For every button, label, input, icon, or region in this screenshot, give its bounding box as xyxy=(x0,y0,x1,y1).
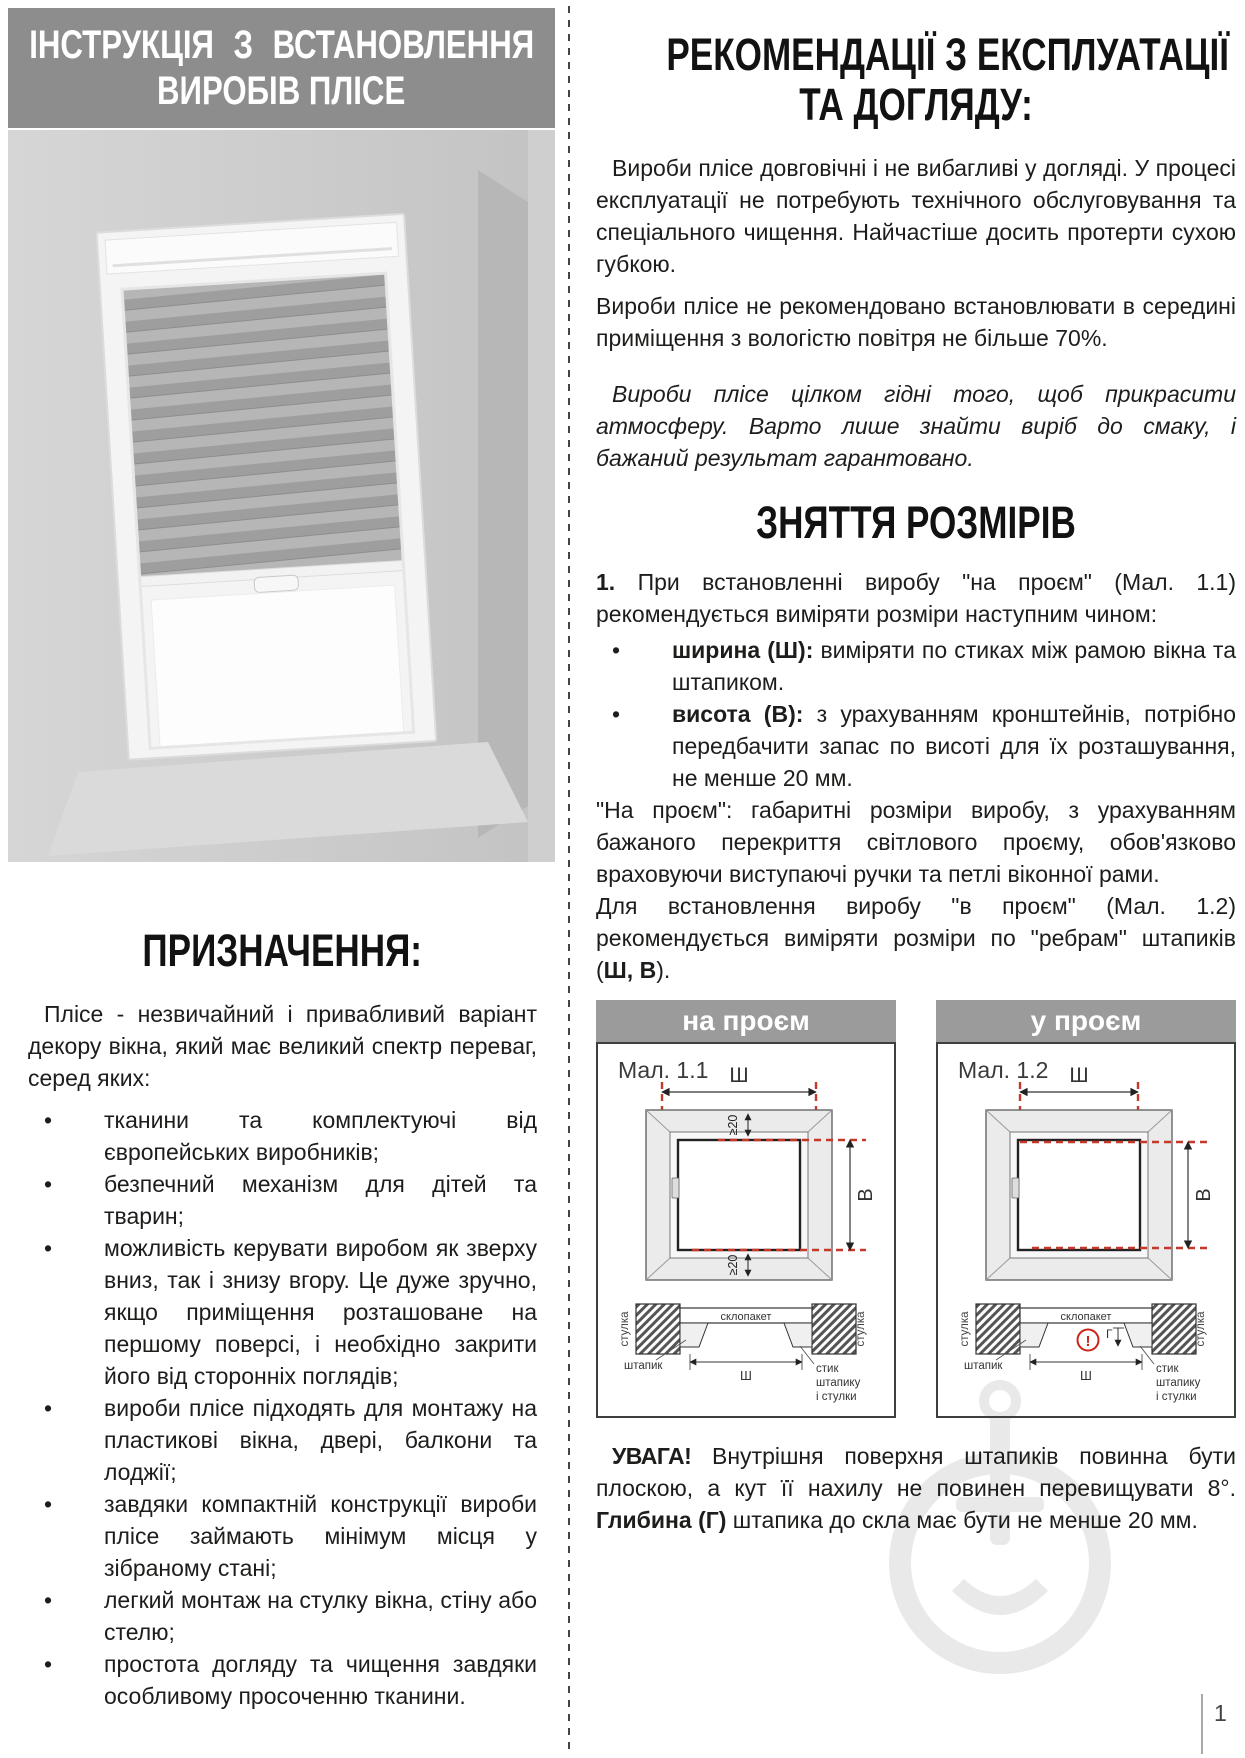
figures-row xyxy=(596,1000,1236,1418)
cross-dim-w-label: Ш xyxy=(740,1368,752,1383)
list-item: • вироби плісе підходять для монтажу на пластикові вікна, двері, балкони та лоджії; xyxy=(28,1392,537,1488)
care-title: РЕКОМЕНДАЦІЇ З ЕКСПЛУАТАЦІЇ ТА ДОГЛЯДУ: xyxy=(666,29,1229,130)
glazing-label: склопакет xyxy=(1060,1311,1112,1323)
left-header-line2: ВИРОБІВ ПЛІСЕ xyxy=(157,69,406,113)
sash-right-label: стулка xyxy=(1195,1311,1207,1347)
window-recess-shadow xyxy=(478,170,528,838)
window-handle xyxy=(1012,1178,1019,1198)
bead-label: штапик xyxy=(624,1360,663,1372)
care-paragraph-3: Вироби плісе цілком гідні того, щоб прикрасити атмосферу. Варто лише знайти виріб до смаку, і бажаний результат гарантовано. xyxy=(596,381,1236,471)
sash-left-label: стулка xyxy=(959,1311,971,1347)
dim-h-label: В xyxy=(855,1188,877,1202)
ge20-bottom-label: ≥20 xyxy=(726,1254,740,1276)
column-divider xyxy=(568,6,570,1752)
left-header-banner xyxy=(8,8,555,128)
purpose-title: ПРИЗНАЧЕННЯ: xyxy=(142,925,423,976)
bead-label: штапик xyxy=(964,1360,1003,1372)
cross-dim-w-label: Ш xyxy=(1080,1368,1092,1383)
figure1-header: на проєм xyxy=(596,1000,896,1042)
pleated-blind xyxy=(122,273,403,579)
joint-label-1: стик xyxy=(1156,1363,1179,1375)
list-item: • безпечний механізм для дітей та тварин; xyxy=(28,1168,537,1232)
joint-label-3: і стулки xyxy=(1156,1391,1197,1403)
left-column xyxy=(8,8,555,1712)
figure2-diagram xyxy=(938,1044,1234,1416)
ge20-top-label: ≥20 xyxy=(726,1114,740,1136)
left-header-line1: ІНСТРУКЦІЯ З ВСТАНОВЛЕННЯ xyxy=(29,23,534,67)
joint-label-3: і стулки xyxy=(816,1391,857,1403)
na-proem-paragraph: "На проєм": габаритні розміри виробу, з урахуванням бажаного перекриття світлового проєму, обов'язково враховуючи виступаючі ручки та петлі віконної рами. xyxy=(596,797,1236,887)
care-paragraph-1: Вироби плісе довговічні і не вибагливі у догляді. У процесі експлуатації не потребують технічного обслуговування та спеціального чищення. Найчастіше досить протерти сухою губкою. xyxy=(596,155,1236,277)
purpose-list xyxy=(28,1104,537,1712)
list-item: • можливість керувати виробом як зверху вниз, так і знизу вгору. Це дуже зручно, якщо приміщення розташоване на першому поверсі, і необхідно закрити його від сторонніх поглядів; xyxy=(28,1232,537,1392)
measuring-title: ЗНЯТТЯ РОЗМІРІВ xyxy=(756,497,1076,548)
right-column xyxy=(596,0,1236,1536)
glazing-label: склопакет xyxy=(720,1311,772,1323)
recess-outer-edge xyxy=(528,130,555,862)
joint-label-2: штапику xyxy=(816,1377,861,1389)
figure-na-proem xyxy=(596,1000,896,1418)
dim-g-label: Г xyxy=(1106,1327,1113,1341)
warning-mark: ! xyxy=(1085,1333,1091,1350)
list-item: • завдяки компактній конструкції вироби плісе займають мінімум місця у зібраному стані; xyxy=(28,1488,537,1584)
window-handle xyxy=(672,1178,679,1198)
v-proem-paragraph: Для встановлення виробу "в проєм" (Мал. 1.2) рекомендується виміряти розміри по "ребрам" штапиків (Ш, В). xyxy=(596,893,1236,983)
figure1-box xyxy=(596,1042,896,1418)
measuring-step1: 1. При встановленні виробу "на проєм" (Мал. 1.1) рекомендується виміряти розміри наступним чином: xyxy=(596,569,1236,627)
figure-u-proem xyxy=(936,1000,1236,1418)
measuring-list xyxy=(596,634,1236,794)
figure1-label: Мал. 1.1 xyxy=(618,1057,709,1083)
window-glass xyxy=(151,585,404,748)
page-number-rule xyxy=(1201,1694,1203,1754)
figure1-diagram xyxy=(598,1044,894,1416)
dim-w-label: Ш xyxy=(729,1064,749,1087)
blind-handle xyxy=(254,575,299,593)
figure2-header: у проєм xyxy=(936,1000,1236,1042)
list-item: • тканини та комплектуючі від європейських виробників; xyxy=(28,1104,537,1168)
attention-paragraph: УВАГА! Внутрішня поверхня штапиків повинна бути плоскою, а кут її нахилу не повинен перевищувати 8°. Глибина (Г) штапика до скла має бути не менше 20 мм. xyxy=(596,1443,1236,1533)
list-item: • висота (В): з урахуванням кронштейнів, потрібно передбачити запас по висоті для їх розташування, не менше 20 мм. xyxy=(596,698,1236,794)
list-item: • легкий монтаж на стулку вікна, стіну або стелю; xyxy=(28,1584,537,1648)
purpose-section xyxy=(8,926,555,1712)
dim-w-label: Ш xyxy=(1069,1064,1089,1087)
list-item: • простота догляду та чищення завдяки особливому просоченню тканини. xyxy=(28,1648,537,1712)
dim-h-label: В xyxy=(1193,1188,1215,1202)
page-number: 1 xyxy=(1214,1700,1227,1726)
joint-label-2: штапику xyxy=(1156,1377,1201,1389)
window-frame xyxy=(97,214,437,760)
joint-label-1: стик xyxy=(816,1363,839,1375)
window-blind-photo xyxy=(8,130,555,862)
sash-left-label: стулка xyxy=(619,1311,631,1347)
list-item: • ширина (Ш): виміряти по стиках між рамою вікна та штапиком. xyxy=(596,634,1236,698)
figure2-box xyxy=(936,1042,1236,1418)
purpose-intro: Плісе - незвичайний і привабливий варіант декору вікна, який має великий спектр переваг, серед яких: xyxy=(28,1001,537,1091)
care-paragraph-2: Вироби плісе не рекомендовано встановлювати в середині приміщення з вологістю повітря не більше 70%. xyxy=(596,293,1236,351)
figure2-label: Мал. 1.2 xyxy=(958,1057,1049,1083)
sash-right-label: стулка xyxy=(855,1311,867,1347)
